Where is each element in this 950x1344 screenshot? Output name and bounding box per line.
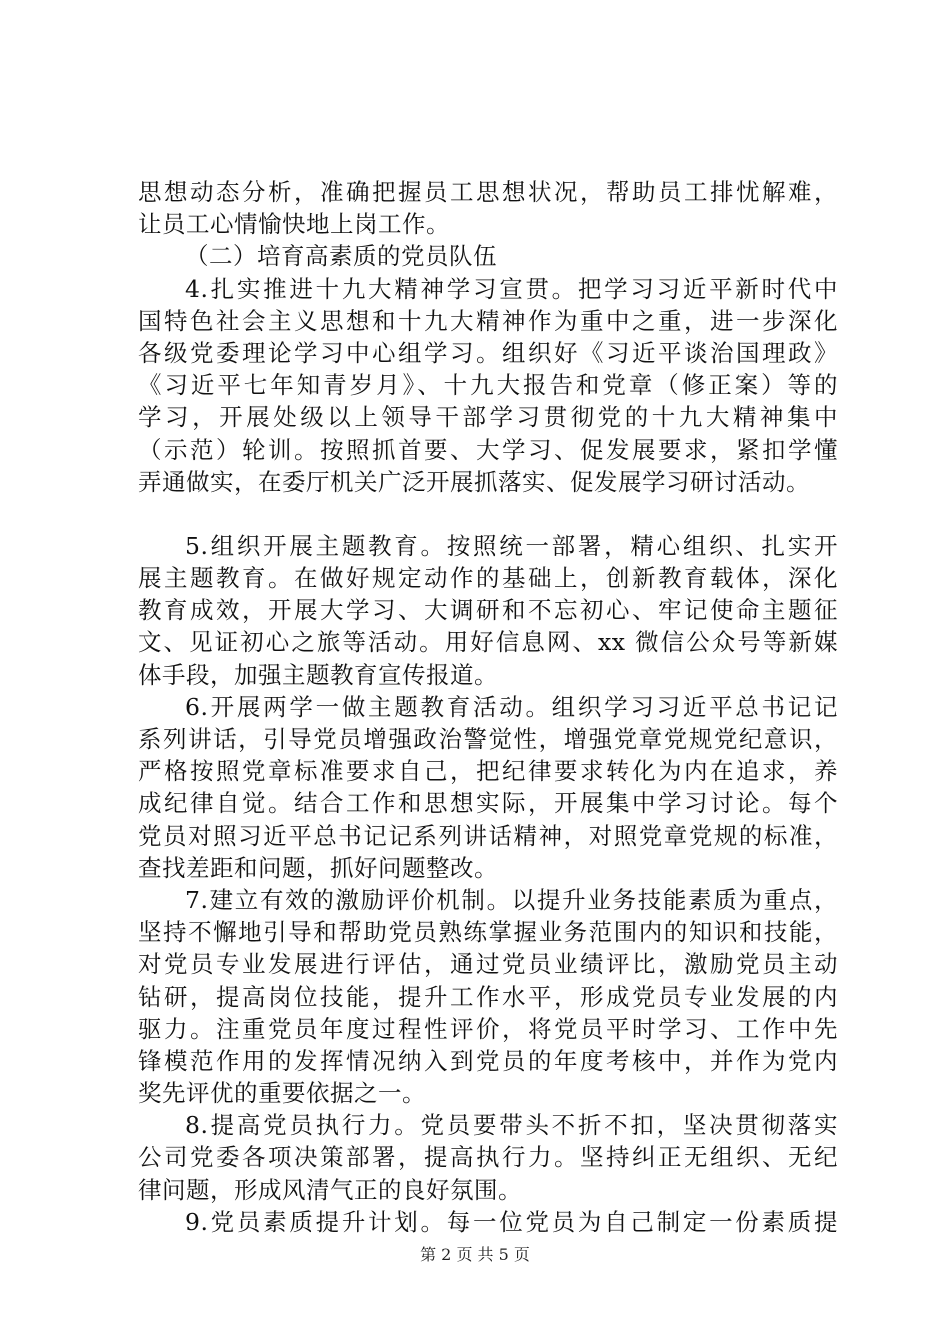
text-line: 驱力。注重党员年度过程性评价，将党员平时学习、工作中先 [138, 1014, 838, 1043]
text-line: （二）培育高素质的党员队伍 [185, 242, 497, 271]
text-line: 对党员专业发展进行评估，通过党员业绩评比，激励党员主动 [138, 950, 838, 979]
text-line: 锋模范作用的发挥情况纳入到党员的年度考核中，并作为党内 [138, 1046, 838, 1075]
text-line: 6.开展两学一做主题教育活动。组织学习习近平总书记记 [185, 692, 838, 721]
text-line: 弄通做实，在委厅机关广泛开展抓落实、促发展学习研讨活动。 [138, 467, 810, 496]
text-line: 文、见证初心之旅等活动。用好信息网、xx 微信公众号等新媒 [138, 628, 838, 657]
text-line: 体手段，加强主题教育宣传报道。 [138, 660, 498, 689]
text-line: 学习，开展处级以上领导干部学习贯彻党的十九大精神集中 [138, 403, 838, 432]
text-line: 7.建立有效的激励评价机制。以提升业务技能素质为重点， [185, 885, 838, 914]
text-line: 查找差距和问题，抓好问题整改。 [138, 853, 498, 882]
text-line: 律问题，形成风清气正的良好氛围。 [138, 1175, 522, 1204]
text-line: 9.党员素质提升计划。每一位党员为自己制定一份素质提 [185, 1207, 838, 1236]
paragraph-gap [138, 498, 838, 530]
text-line: 8.提高党员执行力。党员要带头不折不扣，坚决贯彻落实 [185, 1111, 838, 1140]
text-line: 公司党委各项决策部署，提高执行力。坚持纠正无组织、无纪 [138, 1143, 838, 1172]
text-line: 坚持不懈地引导和帮助党员熟练掌握业务范围内的知识和技能， [138, 918, 838, 947]
text-line: 系列讲话，引导党员增强政治警觉性，增强党章党规党纪意识， [138, 725, 838, 753]
text-line: 成纪律自觉。结合工作和思想实际，开展集中学习讨论。每个 [138, 789, 838, 818]
text-line: 党员对照习近平总书记记系列讲话精神，对照党章党规的标准， [138, 821, 838, 850]
text-line: 国特色社会主义思想和十九大精神作为重中之重，进一步深化 [138, 306, 838, 335]
text-line: 5.组织开展主题教育。按照统一部署，精心组织、扎实开 [185, 531, 838, 560]
body-text [138, 176, 838, 1238]
text-line: 严格按照党章标准要求自己，把纪律要求转化为内在追求，养 [138, 757, 838, 786]
text-line: 思想动态分析，准确把握员工思想状况，帮助员工排忧解难， [138, 178, 838, 206]
text-line: 钻研，提高岗位技能，提升工作水平，形成党员专业发展的内 [138, 982, 838, 1011]
text-line: 各级党委理论学习中心组学习。组织好《习近平谈治国理政》 [138, 338, 838, 367]
text-line: 教育成效，开展大学习、大调研和不忘初心、牢记使命主题征 [138, 596, 838, 625]
text-line: 让员工心情愉快地上岗工作。 [138, 210, 450, 239]
text-line: 奖先评优的重要依据之一。 [138, 1079, 426, 1108]
text-line: （示范）轮训。按照抓首要、大学习、促发展要求，紧扣学懂 [138, 435, 838, 464]
text-line: 4.扎实推进十九大精神学习宣贯。把学习习近平新时代中 [185, 274, 838, 303]
page-footer: 第 2 页 共 5 页 [420, 1245, 530, 1264]
text-line: 展主题教育。在做好规定动作的基础上，创新教育载体，深化 [138, 564, 838, 593]
text-line: 《习近平七年知青岁月》、十九大报告和党章（修正案）等的 [138, 371, 838, 400]
